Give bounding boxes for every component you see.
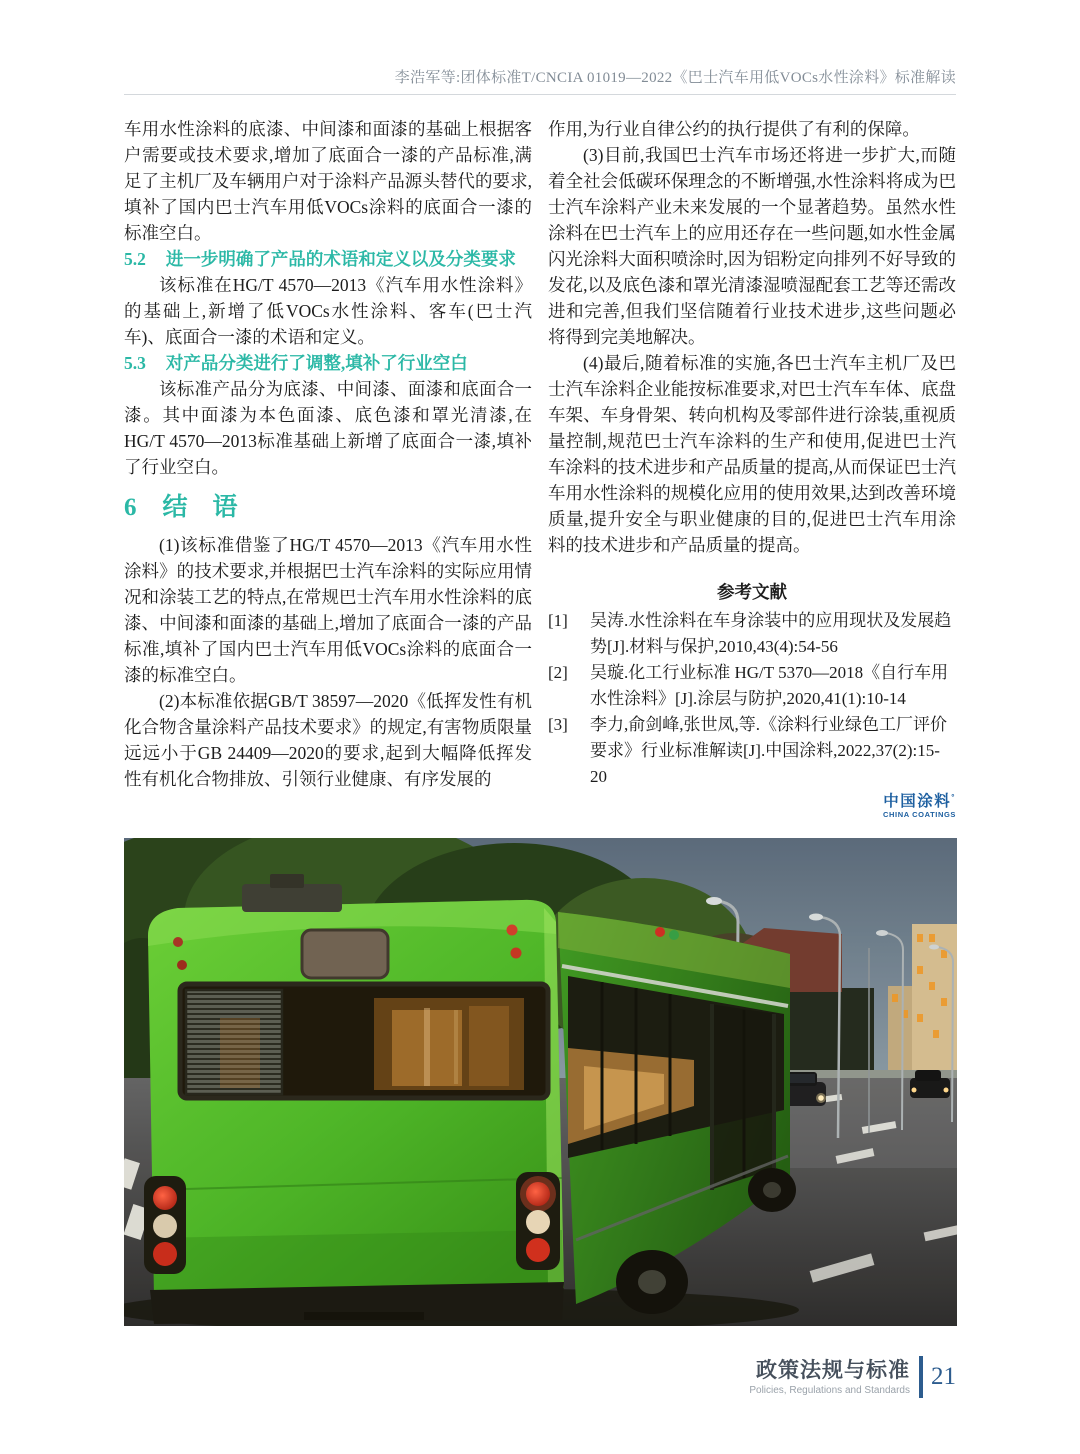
logo-english-text: CHINA COATINGS — [883, 810, 956, 820]
right-column — [548, 116, 956, 819]
body-paragraph: 该标准在HG/T 4570—2013《汽车用水性涂料》的基础上,新增了低VOCs水性涂料、客车(巴士汽车)、底面合一漆的术语和定义。 — [124, 275, 532, 347]
logo-reg-mark: ° — [951, 792, 956, 802]
body-paragraph: (4)最后,随着标准的实施,各巴士汽车主机厂及巴士汽车涂料企业能按标准要求,对巴士汽车车体、底盘车架、车身骨架、转向机构及零部件进行涂装,重视质量控制,规范巴士汽车涂料的生产和使用,促进巴士汽车涂料的技术进步和产品质量的提高,从而保证巴士汽车用水性涂料的规模化应用的使用效果,达到改善环境质量,提升安全与职业健康的目的,促进巴士汽车用涂料的技术进步和产品质量的提高。 — [548, 353, 956, 555]
section-title: 对产品分类进行了调整,填补了行业空白 — [165, 353, 468, 373]
bus-photo — [124, 838, 957, 1326]
header-rule — [124, 94, 956, 95]
section-heading-5-3 — [124, 350, 532, 376]
body-paragraph: (3)目前,我国巴士汽车市场还将进一步扩大,而随着全社会低碳环保理念的不断增强,水性涂料将成为巴士汽车涂料产业未来发展的一个显著趋势。虽然水性涂料在巴士汽车上的应用还存在一些问题,如水性金属闪光涂料大面积喷涂时,因为铝粉定向排列不好导致的发花,以及底色漆和罩光清漆湿喷湿配套工艺等还需改进和完善,但我们坚信随着行业技术进步,这些问题必将得到完美地解决。 — [548, 145, 956, 347]
reference-text: 吴涛.水性涂料在车身涂装中的应用现状及发展趋势[J].材料与保护,2010,43(4):54-56 — [590, 611, 952, 656]
section-number: 5.2 — [124, 249, 146, 269]
footer-title-chinese: 政策法规与标准 — [756, 1358, 910, 1382]
body-paragraph: 作用,为行业自律公约的执行提供了有利的保障。 — [548, 119, 920, 139]
reference-item — [548, 660, 956, 712]
footer-section-name — [749, 1359, 910, 1396]
body-paragraph: 车用水性涂料的底漆、中间漆和面漆的基础上根据客户需要或技术要求,增加了底面合一漆的产品标准,满足了主机厂及车辆用户对于涂料产品源头替代的要求,填补了国内巴士汽车用低VOCs涂料的底面合一漆的标准空白。 — [124, 119, 532, 243]
china-coatings-logo — [548, 793, 956, 819]
body-paragraph: 该标准产品分为底漆、中间漆、面漆和底面合一漆。其中面漆为本色面漆、底色漆和罩光清漆,在HG/T 4570—2013标准基础上新增了底面合一漆,填补了行业空白。 — [124, 379, 532, 477]
reference-text: 吴璇.化工行业标准 HG/T 5370—2018《自行车用水性涂料》[J].涂层与防护,2020,41(1):10-14 — [590, 663, 949, 708]
section-title: 结 语 — [162, 494, 238, 521]
reference-item — [548, 608, 956, 660]
running-head-title: 李浩军等:团体标准T/CNCIA 01019—2022《巴士汽车用低VOCs水性涂料》标准解读 — [394, 70, 956, 86]
section-number: 6 — [124, 494, 137, 521]
footer-divider-bar — [919, 1356, 923, 1398]
reference-number: [3] — [548, 715, 568, 734]
reference-text: 李力,俞剑峰,张世凤,等.《涂料行业绿色工厂评价要求》行业标准解读[J].中国涂料,2022,37(2):15-20 — [590, 715, 947, 786]
logo-chinese-text: 中国涂料° — [883, 792, 956, 810]
page-footer — [749, 1356, 956, 1398]
section-heading-6 — [124, 493, 532, 523]
left-column — [124, 116, 532, 792]
section-number: 5.3 — [124, 353, 146, 373]
reference-number: [2] — [548, 663, 568, 682]
reference-item — [548, 712, 956, 790]
page-number: 21 — [931, 1363, 956, 1390]
references-title: 参考文献 — [717, 582, 787, 602]
reference-number: [1] — [548, 611, 568, 630]
section-heading-5-2 — [124, 246, 532, 272]
body-paragraph: (1)该标准借鉴了HG/T 4570—2013《汽车用水性涂料》的技术要求,并根据巴士汽车涂料的实际应用情况和涂装工艺的特点,在常规巴士汽车用水性涂料的底漆、中间漆和面漆的基础上,增加了底面合一漆的产品标准,填补了国内巴士汽车用低VOCs涂料的底面合一漆的标准空白。 — [124, 535, 532, 685]
body-paragraph: (2)本标准依据GB/T 38597—2020《低挥发性有机化合物含量涂料产品技术要求》的规定,有害物质限量远远小于GB 24409—2020的要求,起到大幅降低挥发性有机化合物排放、引领行业健康、有序发展的 — [124, 691, 532, 789]
footer-title-english: Policies, Regulations and Standards — [749, 1384, 910, 1396]
section-title: 进一步明确了产品的术语和定义以及分类要求 — [165, 249, 516, 269]
